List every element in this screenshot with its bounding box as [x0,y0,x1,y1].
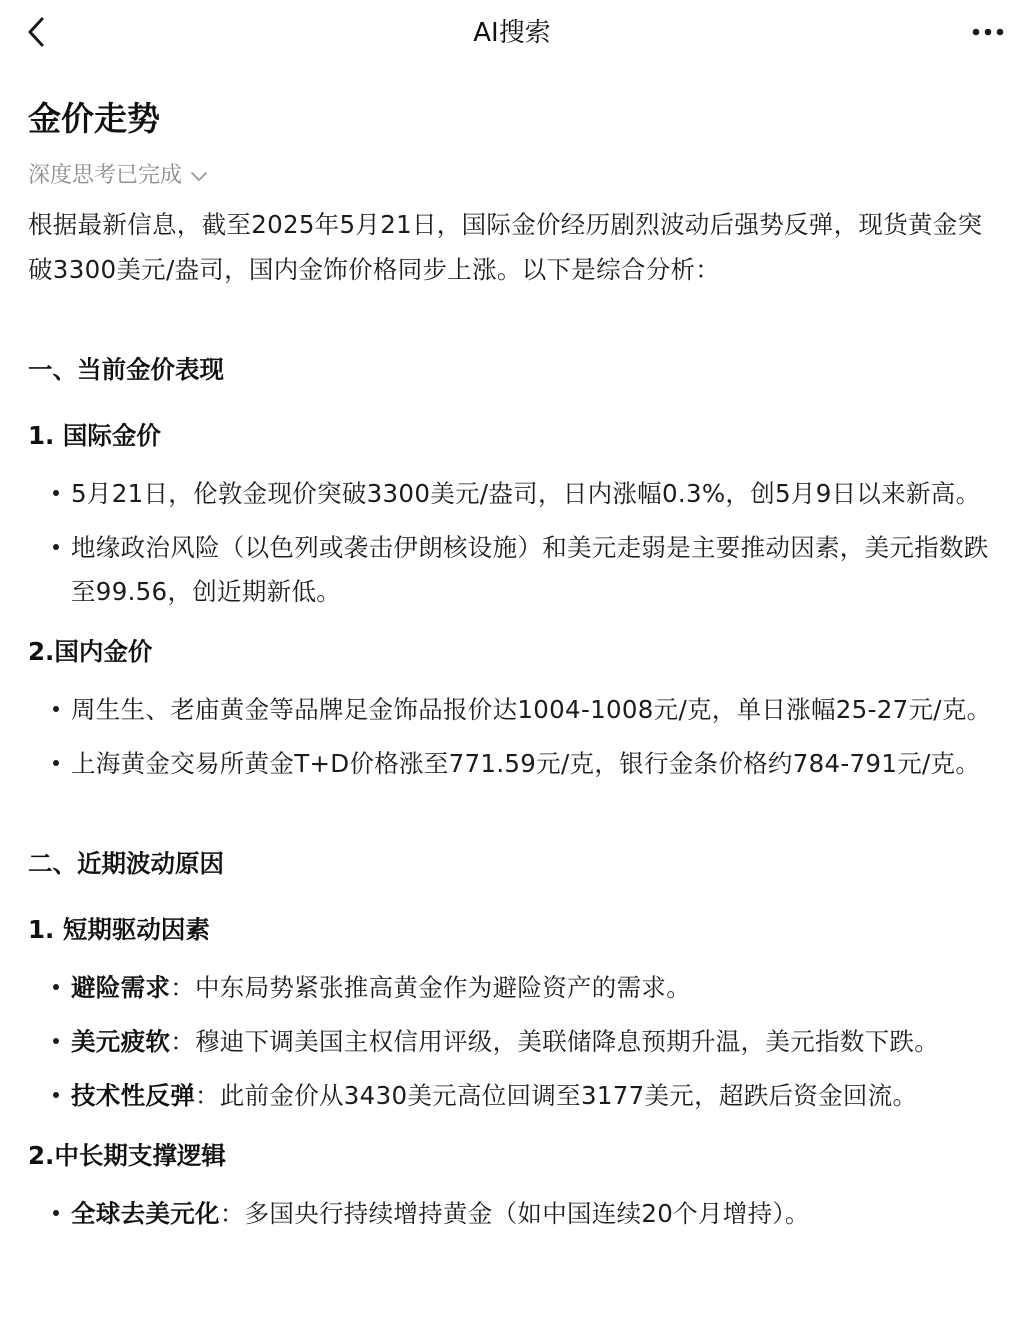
subsection-heading: 1. 短期驱动因素 [28,915,210,944]
bullet-list [28,688,1000,786]
bullet-list [28,1192,1000,1236]
bullet-dot [53,544,59,550]
page-title: 金价走势 [28,99,160,138]
think-status-label: 深度思考已完成 [28,163,183,188]
list-item [28,1020,1000,1064]
list-item [28,472,1000,516]
bullet-dot [53,760,59,766]
bullet-dot [53,1210,59,1216]
article-content [28,92,1000,1236]
list-item-label: 美元疲软 [71,1027,171,1056]
list-item-text: ：多国央行持续增持黄金（如中国连续20个月增持）。 [219,1199,810,1228]
list-item-text: 地缘政治风险（以色列或袭击伊朗核设施）和美元走弱是主要推动因素，美元指数跌至99.56，创近期新低。 [71,533,989,606]
subsection-heading: 2.中长期支撑逻辑 [28,1141,226,1170]
list-item [28,688,1000,732]
list-item-text: 5月21日，伦敦金现价突破3300美元/盎司，日内涨幅0.3%，创5月9日以来新高。 [71,479,981,508]
bullet-dot [53,1038,59,1044]
bullet-dot [53,706,59,712]
list-item-label: 避险需求 [71,973,171,1002]
list-item-text: 上海黄金交易所黄金T+D价格涨至771.59元/克，银行金条价格约784-791元/克。 [71,749,981,778]
section-heading: 一、当前金价表现 [28,355,224,384]
chevron-down-icon [190,170,208,182]
bullet-list [28,966,1000,1118]
more-horizontal-icon [971,27,1005,37]
bullet-dot [53,984,59,990]
list-item [28,742,1000,786]
bullet-list [28,472,1000,614]
list-item-label: 全球去美元化 [71,1199,220,1228]
bullet-dot [53,1092,59,1098]
list-item [28,1192,1000,1236]
subsection-heading: 2.国内金价 [28,637,153,666]
list-item-text: ：此前金价从3430美元高位回调至3177美元，超跌后资金回流。 [195,1081,918,1110]
subsection-heading: 1. 国际金价 [28,421,161,450]
list-item-label: 技术性反弹 [71,1081,195,1110]
more-button[interactable] [966,14,1010,50]
nav-title: AI搜索 [473,18,551,48]
bullet-dot [53,490,59,496]
list-item [28,526,1000,614]
deep-thinking-toggle[interactable] [28,158,1000,194]
list-item [28,966,1000,1010]
intro-paragraph: 根据最新信息，截至2025年5月21日，国际金价经历剧烈波动后强势反弹，现货黄金突破3300美元/盎司，国内金饰价格同步上涨。以下是综合分析： [28,210,983,284]
list-item-text: ：中东局势紧张推高黄金作为避险资产的需求。 [170,973,692,1002]
top-nav-bar [0,0,1024,68]
list-item-text: 周生生、老庙黄金等品牌足金饰品报价达1004-1008元/克，单日涨幅25-27元/克。 [71,695,992,724]
section-heading: 二、近期波动原因 [28,849,224,878]
list-item-text: ：穆迪下调美国主权信用评级，美联储降息预期升温，美元指数下跌。 [170,1027,939,1056]
list-item [28,1074,1000,1118]
